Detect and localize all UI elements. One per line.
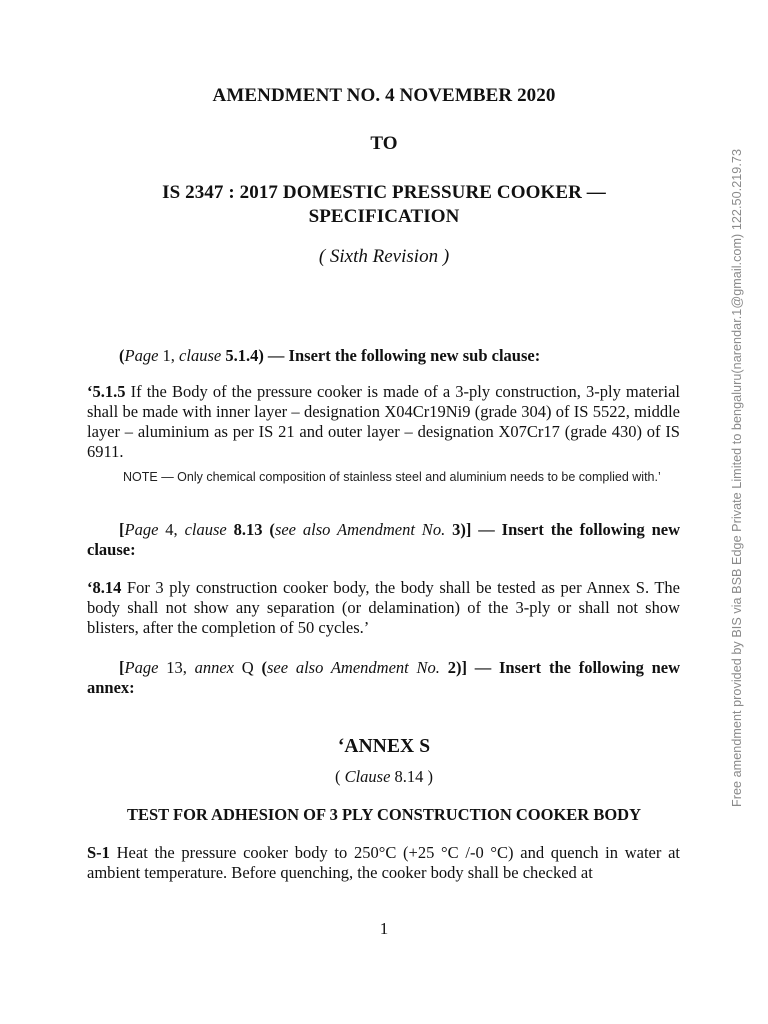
instruction-text: ) — Insert the following new sub clause: — [258, 346, 541, 365]
section-text: Heat the pressure cooker body to 250°C (+25 °C /-0 °C) and quench in water at ambient temperature. Before quenching, the cooker body shall be checked at — [87, 843, 680, 882]
instruction-clause-word: clause — [184, 520, 227, 539]
instruction-clause-8-13 — [87, 520, 680, 560]
instruction-clause-number: 8.13 — [226, 520, 263, 539]
instruction-open-paren: ( — [119, 346, 125, 365]
clause-8-14 — [87, 578, 680, 638]
annex-clause-ref — [0, 767, 768, 787]
page-number: 1 — [379, 919, 389, 938]
clause-number: ‘5.1.5 — [87, 382, 126, 401]
instruction-amendment-number: 2 — [439, 658, 456, 677]
instruction-open-bracket: [ — [119, 520, 125, 539]
instruction-paren-open: ( — [253, 658, 267, 677]
section-s-1 — [87, 843, 680, 883]
annex-title: ‘ANNEX S — [337, 736, 431, 757]
revision-label: ( Sixth Revision ) — [318, 246, 450, 267]
instruction-annex-q — [87, 658, 680, 698]
instruction-page-number: 13, — [158, 658, 195, 677]
instruction-see-also: see also Amendment No. — [274, 520, 446, 539]
instruction-paren-open: ( — [262, 520, 275, 539]
clause-text: For 3 ply construction cooker body, the body shall be tested as per Annex S. The body shall not show any separation (or delamination) of the 3-ply or shall not show blisters, after the completion of 50 cycles.’ — [87, 578, 680, 637]
annex-heading: TEST FOR ADHESION OF 3 PLY CONSTRUCTION COOKER BODY — [126, 805, 642, 824]
clause-text: If the Body of the pressure cooker is made of a 3-ply construction, 3-ply material shall be made with inner layer – designation X04Cr19Ni9 (grade 304) of IS 5522, middle layer – aluminium as per IS 21 and outer layer – designation X07Cr17 (grade 430) of IS 6911. — [87, 382, 680, 461]
instruction-page-word: Page — [124, 520, 159, 539]
watermark-text: Free amendment provided by BIS via BSB Edge Private Limited to bengaluru(narendar.1@gmail.com) 122.50.219.73 — [730, 148, 744, 808]
instruction-page-word: Page — [124, 658, 159, 677]
clause-note: NOTE — Only chemical composition of stainless steel and aluminium needs to be complied with.’ — [123, 470, 661, 484]
amendment-title: AMENDMENT NO. 4 NOVEMBER 2020 — [212, 85, 556, 106]
annex-ref-clause-number: 8.14 ) — [390, 767, 434, 786]
to-label: TO — [370, 133, 398, 154]
instruction-page-number: 4, — [158, 520, 185, 539]
instruction-page-number: 1, — [158, 346, 180, 365]
instruction-clause-5-1-4 — [87, 346, 680, 366]
annex-ref-clause-word: Clause — [344, 767, 391, 786]
instruction-text: )] — Insert the following new annex: — [87, 658, 681, 697]
instruction-amendment-number: 3 — [445, 520, 461, 539]
instruction-clause-word: clause — [179, 346, 222, 365]
annex-ref-open: ( — [334, 767, 345, 786]
standard-title-line2: SPECIFICATION — [308, 206, 460, 227]
instruction-annex-word: annex — [194, 658, 235, 677]
instruction-open-bracket: [ — [119, 658, 125, 677]
instruction-text: )] — Insert the following new clause: — [87, 520, 681, 559]
standard-title-line1: IS 2347 : 2017 DOMESTIC PRESSURE COOKER — — [162, 182, 606, 203]
instruction-see-also: see also Amendment No. — [267, 658, 440, 677]
instruction-annex-letter: Q — [234, 658, 254, 677]
clause-5-1-5 — [87, 382, 680, 462]
section-number: S-1 — [87, 843, 110, 862]
clause-number: ‘8.14 — [87, 578, 122, 597]
instruction-page-word: Page — [124, 346, 159, 365]
instruction-clause-number: 5.1.4 — [221, 346, 259, 365]
